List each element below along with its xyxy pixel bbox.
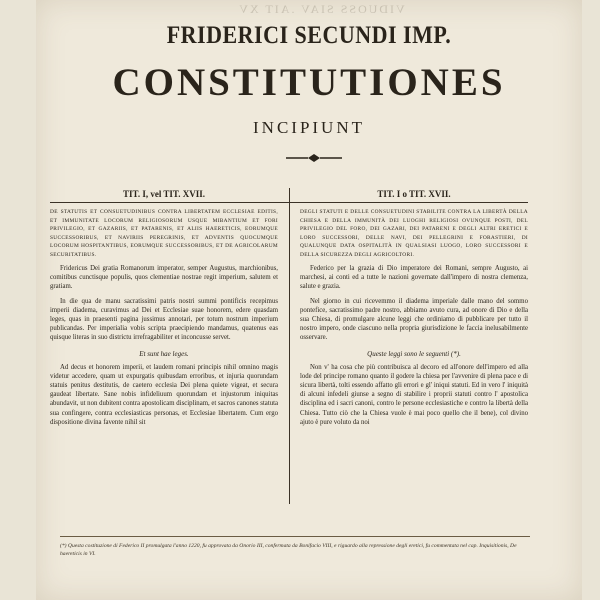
- two-column-body: [50, 188, 528, 536]
- ornament-rule: [284, 152, 344, 164]
- latin-paragraph-3: Ad decus et honorem imperii, et laudem romani principis nihil omnino magis videtur accedere, quam ut expurgatis quibusdam erroribus, et injuria quorundam statuis penitus destitutis, de caetero ecclesia Dei plena quiete vigeat, et secura gaudeat libertate. Sane nobis infideliuum quorundam et injustorum iniquitas abundavit, ut non dubitent contra apostolicam disciplinam, et sacros canones statuta sua confingere, contra ecclesiasticas personas, et Ecclesiae libertatem. Cum ergo dispositione divina favente nihil sit: [50, 363, 279, 426]
- latin-paragraph-1: Fridericus Dei gratia Romanorum imperator, semper Augustus, marchionibus, comitibus cunctisque populis, quos clementiae nostrae regit imperium, salutem et gratiam.: [50, 265, 278, 291]
- footnote: (*) Questa costituzione di Federico II promulgata l'anno 1220, fu approvata da Onorio III, confermata da Bonifacio VIII, e riguardo alla repressione degli eretici, fu commentata nel cap. Inquisitionis, De haereticis in VI.: [60, 543, 517, 557]
- latin-paragraph-2: In die qua de manu sacratissimi patris nostri summi pontificis recepimus imperii diadema, curavimus ad Dei et Ecclesiae suae honorem, edere quasdam leges, quas in praesenti pagina jussimus annotari, per totum nostrum imperium publicandas. Per imperialia vobis scripta praecipiendo mandamus, quatenus eas quisque literas in suo districtu irrefragabiliter et inconcusse servet.: [50, 297, 278, 342]
- main-title: CONSTITUTIONES: [112, 61, 506, 104]
- latin-column: [50, 188, 278, 427]
- italian-column: [300, 188, 528, 427]
- latin-rubric: DE STATUTIS ET CONSUETUDINIBUS CONTRA LIBERTATEM ECCLESIAE EDITIS, ET IMMUNITATE LOCORUM RELIGIOSORUM USQUE MIBANTIUM ET FORI PRIVILEGIO, ET GAZARIIS, ET PATARENIS, ET ALIIS HAERETICIS, EORUMQUE SUCCESSORIBUS, ET NAVIRIIS PEREGRINIS, ET ADVENTIS QUOCUMQUE LOCORUM HOSPITANTIBUS, EORUMQUE SUCCESSORIBUS, ET DE AGRICOLARUM SECURITATIBUS.: [50, 209, 278, 258]
- subtitle: INCIPIUNT: [253, 118, 365, 137]
- italian-heading: TIT. I o TIT. XVII.: [377, 189, 451, 199]
- italian-rubric: DEGLI STATUTI E DELLE CONSUETUDINI STABILITE CONTRA LA LIBERTÀ DELLA CHIESA E DELLA IMMUNITÀ DEI LUOGHI RELIGIOSI OVUNQUE POSTI, DEL PRIVILEGIO DEL FORO, DEI GAZARI, DEI PATARENI E DEGLI ALTRI ERETICI E LORO SUCCESSORI, DELLE NAVI, DEI PELLEGRINI E FORASTIERI, DI QUALUNQUE DATA OSPITALITÀ IN QUALSIASI LUOGO, LORO SUCCESSORI E DELLA SICUREZZA DEGLI AGRICOLTORI.: [300, 209, 528, 258]
- running-title: FRIDERICI SECUNDI IMP.: [166, 20, 452, 49]
- latin-heading: TIT. I, vel TIT. XVII.: [122, 189, 206, 199]
- italian-paragraph-2: Nel giorno in cui ricevemmo il diadema imperiale dalle mano del sommo pontefice, sacratissimo padre nostro, abbiamo avuto cura, ad onore di Dio e della sua Chiesa, di promulgare alcune leggi che ordiniamo di pubblicare per tutto il nostro impero, onde ciascuno nella propria giurisdizione le faccia inelusabilmente osservare.: [300, 297, 528, 342]
- italian-paragraph-3: Non v' ha cosa che più contribuisca al decoro ed all'onore dell'impero ed alla lode del principe romano quanto il godere la chiesa per l'avvenire di plena pace e di sicura libertà, tolti essendo affatto gli errori e gl' iniqui statuti. Ed in vero l' iniquità di alcuni infedeli giunse a segno di stabilire i proprii statuti contro l' apostolica disciplina ed i sacri canoni, contro le persone ecclesiastiche e contro la libertà della Chiesa. Tutto ciò che la Chiesa vuole è mai poco quello che il bene), col divino ajuto è pure voluto da noi: [300, 363, 528, 426]
- bleed-through-text: VIDUOSS SIAV .AIT XV: [237, 2, 405, 16]
- column-divider: [289, 188, 290, 504]
- footnote-rule: [60, 536, 530, 537]
- italian-laws-heading: Queste leggi sono le seguenti (*).: [367, 349, 461, 358]
- latin-laws-heading: Et sunt hae leges.: [139, 349, 189, 358]
- italian-paragraph-1: Federico per la grazia di Dio imperatore dei Romani, sempre Augusto, ai marchesi, ai conti ed a tutte le nazioni governate dall'impero di nostra clemenza, salute e grazia.: [300, 265, 528, 291]
